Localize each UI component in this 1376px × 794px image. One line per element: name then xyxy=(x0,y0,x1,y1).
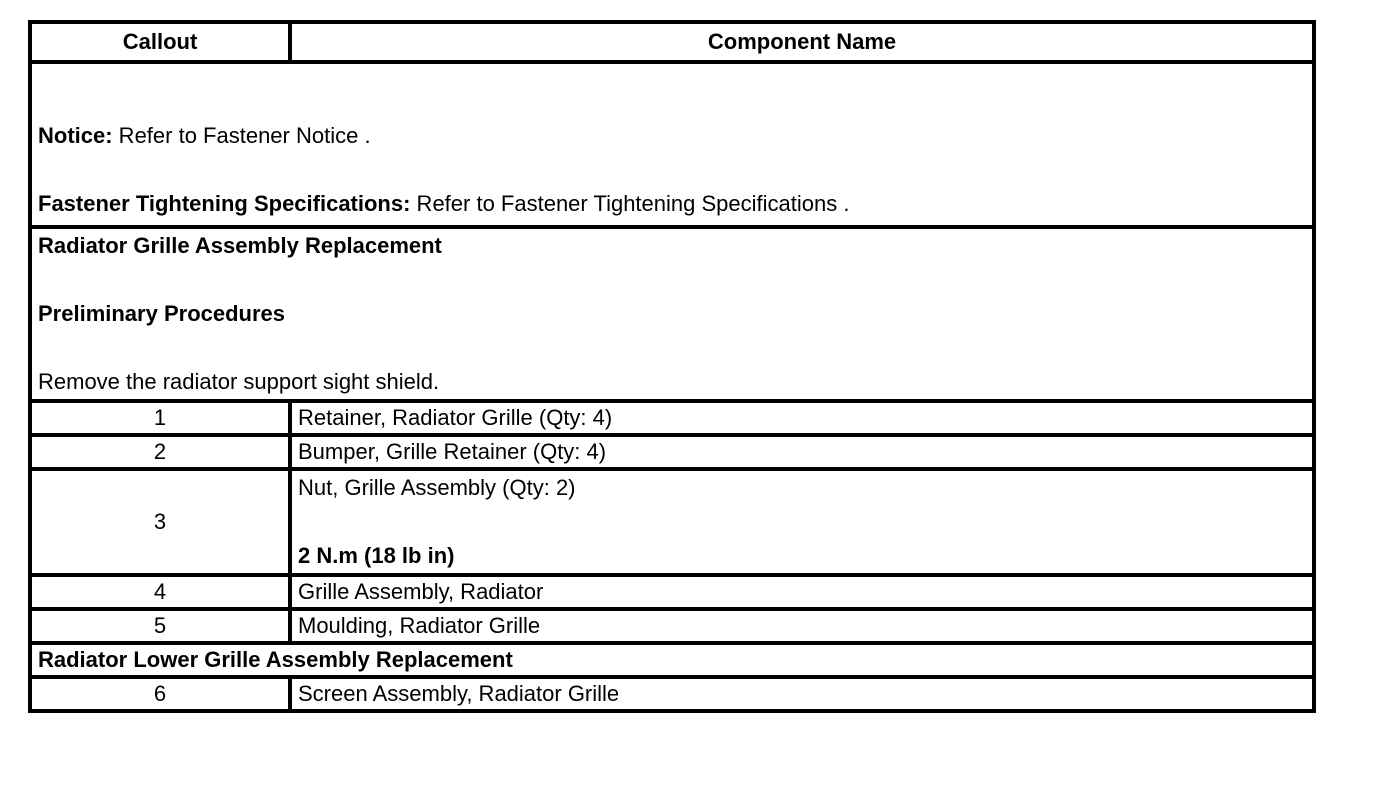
component-name-header: Component Name xyxy=(290,22,1314,62)
component-cell: Moulding, Radiator Grille xyxy=(290,609,1314,643)
spec-line xyxy=(38,187,1306,221)
component-cell: Grille Assembly, Radiator xyxy=(290,575,1314,609)
section-row xyxy=(30,643,1314,677)
table-row xyxy=(30,435,1314,469)
preliminary-text: Remove the radiator support sight shield. xyxy=(38,369,440,394)
notice-label: Notice: xyxy=(38,123,113,148)
spec-text: Refer to Fastener Tightening Specifications . xyxy=(410,191,850,216)
table-row xyxy=(30,401,1314,435)
section-title: Radiator Grille Assembly Replacement xyxy=(38,233,442,258)
callout-cell: 2 xyxy=(30,435,290,469)
section-cell xyxy=(30,227,1314,401)
section-cell xyxy=(30,643,1314,677)
callout-cell: 1 xyxy=(30,401,290,435)
callout-cell: 3 xyxy=(30,469,290,575)
section-title: Radiator Lower Grille Assembly Replacement xyxy=(38,647,513,672)
callout-cell: 4 xyxy=(30,575,290,609)
notice-cell xyxy=(30,62,1314,227)
spec-label: Fastener Tightening Specifications: xyxy=(38,191,411,216)
components-table xyxy=(28,20,1316,713)
notice-line xyxy=(38,119,1306,153)
component-cell: Retainer, Radiator Grille (Qty: 4) xyxy=(290,401,1314,435)
table-row xyxy=(30,677,1314,711)
table-row xyxy=(30,575,1314,609)
component-name: Nut, Grille Assembly (Qty: 2) xyxy=(298,475,576,500)
component-cell: Bumper, Grille Retainer (Qty: 4) xyxy=(290,435,1314,469)
table-row xyxy=(30,469,1314,575)
notice-text: Refer to Fastener Notice . xyxy=(112,123,371,148)
callout-cell: 5 xyxy=(30,609,290,643)
table-row xyxy=(30,609,1314,643)
callout-header: Callout xyxy=(30,22,290,62)
table-header-row xyxy=(30,22,1314,62)
torque-spec: 2 N.m (18 lb in) xyxy=(298,543,455,568)
preliminary-title: Preliminary Procedures xyxy=(38,301,286,326)
component-cell: Screen Assembly, Radiator Grille xyxy=(290,677,1314,711)
callout-cell: 6 xyxy=(30,677,290,711)
notice-row xyxy=(30,62,1314,227)
component-cell xyxy=(290,469,1314,575)
section-row xyxy=(30,227,1314,401)
